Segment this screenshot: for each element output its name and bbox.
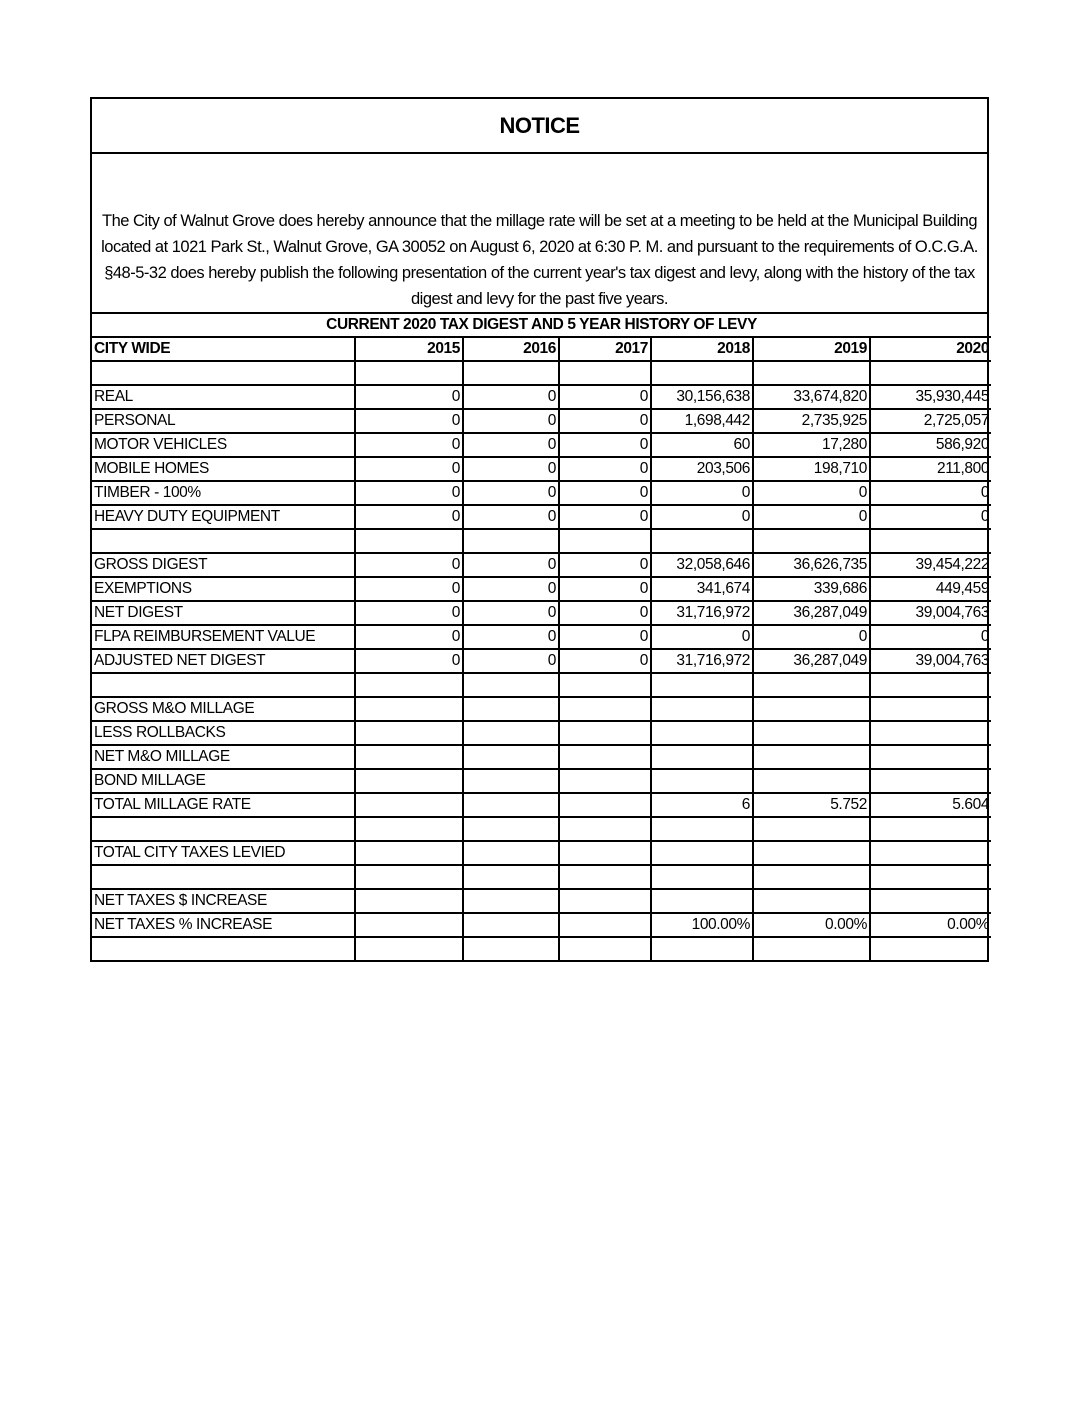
table-row [92, 889, 991, 913]
row-value: 39,004,763 [870, 601, 991, 625]
row-value: 0 [355, 433, 463, 457]
row-label: HEAVY DUTY EQUIPMENT [92, 505, 355, 529]
row-value [651, 937, 753, 960]
row-value: 36,287,049 [753, 649, 870, 673]
row-value [355, 865, 463, 889]
row-value: 0 [463, 577, 559, 601]
row-value: 0 [651, 505, 753, 529]
row-value: 2,735,925 [753, 409, 870, 433]
row-value [651, 529, 753, 553]
row-value [559, 361, 651, 385]
row-value: 0 [355, 505, 463, 529]
row-value: 0 [355, 481, 463, 505]
row-value [651, 361, 753, 385]
row-label: EXEMPTIONS [92, 577, 355, 601]
table-row [92, 481, 991, 505]
row-value [355, 673, 463, 697]
row-value: 341,674 [651, 577, 753, 601]
header-city-wide: CITY WIDE [92, 337, 355, 361]
row-value: 33,674,820 [753, 385, 870, 409]
row-label [92, 529, 355, 553]
row-value [870, 769, 991, 793]
table-row [92, 361, 991, 385]
notice-paragraph: The City of Walnut Grove does hereby announce that the millage rate will be set at a meeting to be held at the Municipal Building located at 1021 Park St., Walnut Grove, GA 30052 on August 6, 2020 at 6:30 P. M. and pursuant to the requirements of O.C.G.A. §48-5-32 does hereby publish the following presentation of the current year's tax digest and levy, along with the history of the tax digest and levy for the past five years. [92, 154, 987, 314]
row-value: 0 [463, 433, 559, 457]
row-value [463, 937, 559, 960]
row-value: 6 [651, 793, 753, 817]
row-value: 0 [355, 649, 463, 673]
row-value: 0 [355, 409, 463, 433]
header-year: 2016 [463, 337, 559, 361]
row-label: LESS ROLLBACKS [92, 721, 355, 745]
row-value: 36,287,049 [753, 601, 870, 625]
row-value: 0 [463, 505, 559, 529]
table-row [92, 601, 991, 625]
row-value [753, 841, 870, 865]
row-value: 1,698,442 [651, 409, 753, 433]
row-value [463, 889, 559, 913]
row-label: MOBILE HOMES [92, 457, 355, 481]
row-label: REAL [92, 385, 355, 409]
row-value [355, 793, 463, 817]
row-value [651, 889, 753, 913]
row-value: 31,716,972 [651, 601, 753, 625]
table-row [92, 913, 991, 937]
row-value: 60 [651, 433, 753, 457]
row-value: 0 [753, 481, 870, 505]
row-value: 100.00% [651, 913, 753, 937]
row-value [870, 937, 991, 960]
row-value [870, 529, 991, 553]
row-value [651, 673, 753, 697]
row-value: 0 [870, 481, 991, 505]
row-value [355, 889, 463, 913]
notice-document [90, 97, 989, 962]
table-row [92, 649, 991, 673]
row-value [651, 697, 753, 721]
row-value: 0 [463, 625, 559, 649]
row-value [753, 865, 870, 889]
row-value: 0 [463, 457, 559, 481]
row-value [559, 937, 651, 960]
row-value [559, 769, 651, 793]
row-value [355, 529, 463, 553]
row-value [753, 817, 870, 841]
table-row [92, 385, 991, 409]
row-value [753, 769, 870, 793]
header-year: 2019 [753, 337, 870, 361]
row-value [355, 817, 463, 841]
row-value: 0 [355, 577, 463, 601]
row-value [870, 361, 991, 385]
row-value [753, 361, 870, 385]
row-value [559, 697, 651, 721]
row-label [92, 865, 355, 889]
row-value: 39,004,763 [870, 649, 991, 673]
row-value: 32,058,646 [651, 553, 753, 577]
row-value: 0 [559, 625, 651, 649]
row-value: 0 [355, 625, 463, 649]
header-year: 2018 [651, 337, 753, 361]
row-value [870, 889, 991, 913]
row-value: 0 [355, 553, 463, 577]
table-row [92, 817, 991, 841]
row-value: 5.752 [753, 793, 870, 817]
row-value: 0 [559, 481, 651, 505]
row-value [463, 913, 559, 937]
row-value: 0 [651, 481, 753, 505]
table-row [92, 457, 991, 481]
row-value [870, 865, 991, 889]
row-value [355, 937, 463, 960]
row-value: 0 [870, 625, 991, 649]
row-label: TOTAL MILLAGE RATE [92, 793, 355, 817]
row-value [355, 913, 463, 937]
row-value [355, 745, 463, 769]
row-value: 5.604 [870, 793, 991, 817]
table-row [92, 673, 991, 697]
row-value: 0 [463, 409, 559, 433]
row-value [559, 889, 651, 913]
row-label: TIMBER - 100% [92, 481, 355, 505]
table-row [92, 721, 991, 745]
row-value [870, 721, 991, 745]
row-label: ADJUSTED NET DIGEST [92, 649, 355, 673]
row-value [753, 697, 870, 721]
row-value [463, 793, 559, 817]
row-value: 0 [559, 457, 651, 481]
table-row [92, 937, 991, 960]
row-label [92, 361, 355, 385]
row-value: 36,626,735 [753, 553, 870, 577]
row-value [651, 745, 753, 769]
row-label: GROSS DIGEST [92, 553, 355, 577]
row-value: 0 [355, 457, 463, 481]
table-header-row [92, 337, 991, 361]
row-value [651, 721, 753, 745]
row-value: 0 [559, 577, 651, 601]
row-value: 339,686 [753, 577, 870, 601]
row-value: 0 [753, 505, 870, 529]
row-label: MOTOR VEHICLES [92, 433, 355, 457]
row-value [559, 793, 651, 817]
row-value: 586,920 [870, 433, 991, 457]
row-value [651, 865, 753, 889]
row-label: NET DIGEST [92, 601, 355, 625]
row-value [559, 817, 651, 841]
row-value [870, 817, 991, 841]
row-value: 198,710 [753, 457, 870, 481]
row-value [753, 721, 870, 745]
row-label [92, 937, 355, 960]
row-value [651, 817, 753, 841]
row-value [559, 721, 651, 745]
row-value [463, 769, 559, 793]
row-value [355, 697, 463, 721]
row-label: FLPA REIMBURSEMENT VALUE [92, 625, 355, 649]
row-value [651, 769, 753, 793]
table-row [92, 793, 991, 817]
row-label [92, 817, 355, 841]
row-value [355, 721, 463, 745]
row-value: 17,280 [753, 433, 870, 457]
table-heading: CURRENT 2020 TAX DIGEST AND 5 YEAR HISTORY OF LEVY [92, 314, 991, 337]
row-value: 0 [559, 409, 651, 433]
row-value [355, 841, 463, 865]
row-value: 0 [463, 553, 559, 577]
row-value: 0 [559, 433, 651, 457]
notice-title: NOTICE [92, 99, 987, 154]
table-row [92, 553, 991, 577]
row-value: 0 [559, 649, 651, 673]
row-value [870, 697, 991, 721]
row-value: 0 [753, 625, 870, 649]
row-value: 30,156,638 [651, 385, 753, 409]
row-value [559, 529, 651, 553]
row-value [463, 361, 559, 385]
table-row [92, 745, 991, 769]
table-row [92, 841, 991, 865]
table-row [92, 529, 991, 553]
row-value [463, 529, 559, 553]
row-label: NET M&O MILLAGE [92, 745, 355, 769]
row-label: GROSS M&O MILLAGE [92, 697, 355, 721]
row-label: BOND MILLAGE [92, 769, 355, 793]
row-value [559, 745, 651, 769]
row-value [463, 817, 559, 841]
table-row [92, 409, 991, 433]
row-value: 0 [559, 553, 651, 577]
row-value [559, 913, 651, 937]
row-value [463, 865, 559, 889]
row-label: TOTAL CITY TAXES LEVIED [92, 841, 355, 865]
row-value [355, 769, 463, 793]
table-row [92, 577, 991, 601]
header-year: 2020 [870, 337, 991, 361]
row-value [753, 889, 870, 913]
row-value: 31,716,972 [651, 649, 753, 673]
row-label [92, 673, 355, 697]
row-value: 0 [559, 385, 651, 409]
row-value [870, 745, 991, 769]
row-value [753, 673, 870, 697]
row-value: 0 [463, 385, 559, 409]
row-value [753, 937, 870, 960]
row-value: 39,454,222 [870, 553, 991, 577]
row-value [355, 361, 463, 385]
row-label: NET TAXES % INCREASE [92, 913, 355, 937]
header-year: 2017 [559, 337, 651, 361]
table-row [92, 505, 991, 529]
table-row [92, 625, 991, 649]
table-row [92, 865, 991, 889]
row-value: 0 [463, 601, 559, 625]
header-year: 2015 [355, 337, 463, 361]
row-value: 0 [559, 505, 651, 529]
row-value [463, 721, 559, 745]
row-label: PERSONAL [92, 409, 355, 433]
table-row [92, 769, 991, 793]
row-value [463, 841, 559, 865]
row-value: 0 [559, 601, 651, 625]
row-value: 0 [355, 601, 463, 625]
row-value [870, 673, 991, 697]
row-value: 0 [651, 625, 753, 649]
row-value [463, 697, 559, 721]
table-row [92, 697, 991, 721]
row-value [651, 841, 753, 865]
row-value [753, 529, 870, 553]
row-value: 0 [355, 385, 463, 409]
tax-digest-table [92, 314, 991, 960]
row-value: 0 [870, 505, 991, 529]
row-value: 35,930,445 [870, 385, 991, 409]
row-value: 203,506 [651, 457, 753, 481]
row-value [463, 745, 559, 769]
row-value [559, 865, 651, 889]
row-value [870, 841, 991, 865]
row-value: 211,800 [870, 457, 991, 481]
row-value: 2,725,057 [870, 409, 991, 433]
row-value: 0 [463, 481, 559, 505]
row-value [559, 841, 651, 865]
row-value: 0.00% [753, 913, 870, 937]
row-value: 449,459 [870, 577, 991, 601]
row-value [463, 673, 559, 697]
row-value [753, 745, 870, 769]
row-value [559, 673, 651, 697]
row-label: NET TAXES $ INCREASE [92, 889, 355, 913]
table-row [92, 433, 991, 457]
row-value: 0.00% [870, 913, 991, 937]
row-value: 0 [463, 649, 559, 673]
